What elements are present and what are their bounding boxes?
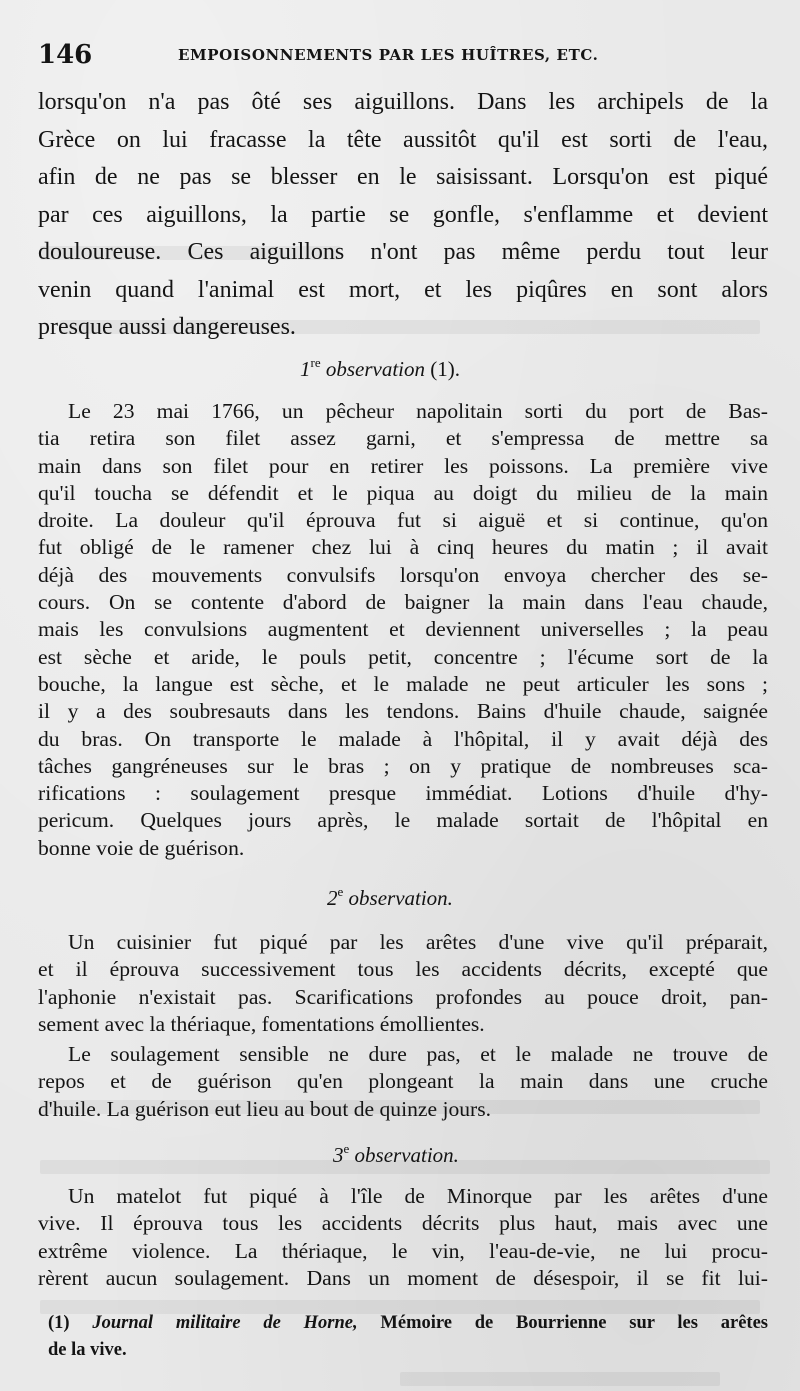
text-line: fut obligé de le ramener chez lui à cinq heures du matin ; il avait bbox=[38, 535, 768, 560]
text-line: extrême violence. La thériaque, le vin, l'eau-de-vie, ne lui procu- bbox=[38, 1238, 768, 1263]
text-line: d'huile. La guérison eut lieu au bout de quinze jours. bbox=[38, 1096, 492, 1121]
text-line: afin de ne pas se blesser en le saisissant. Lorsqu'on est piqué bbox=[38, 164, 768, 190]
observation-1-heading bbox=[300, 355, 460, 382]
text-line: vive. Il éprouva tous les accidents décrits plus haut, mais avec une bbox=[38, 1211, 768, 1236]
text-line: venin quand l'animal est mort, et les piqûres en sont alors bbox=[38, 276, 768, 303]
observation-2-paragraph-a bbox=[38, 929, 768, 1038]
heading-superscript: e bbox=[343, 1141, 350, 1156]
heading-number: 3 bbox=[333, 1143, 344, 1167]
text-line: mais les convulsions augmentent et deviennent universelles ; la peau bbox=[38, 617, 768, 642]
text-line: douloureuse. Ces aiguillons n'ont pas même perdu tout leur bbox=[38, 239, 768, 265]
heading-number: 1 bbox=[300, 357, 311, 381]
intro-paragraph bbox=[38, 84, 768, 347]
observation-2-heading bbox=[327, 884, 453, 911]
text-line: est sèche et aride, le pouls petit, concentre ; l'écume sort de la bbox=[38, 644, 768, 669]
footnote bbox=[48, 1310, 768, 1364]
observation-2-paragraph-b bbox=[38, 1041, 768, 1123]
heading-word: observation bbox=[325, 357, 426, 381]
footnote-journal: Journal militaire de Horne, bbox=[92, 1313, 358, 1333]
text-line: pericum. Quelques jours après, le malade sortait de l'hôpital en bbox=[38, 808, 768, 833]
text-line: qu'il toucha se défendit et le piqua au doigt du milieu de la main bbox=[38, 480, 768, 505]
text-line: Un cuisinier fut piqué par les arêtes d'une vive qu'il préparait, bbox=[68, 930, 768, 954]
heading-superscript: e bbox=[337, 884, 344, 899]
heading-note: (1). bbox=[430, 357, 461, 381]
text-line: lorsqu'on n'a pas ôté ses aiguillons. Dans les archipels de la bbox=[38, 89, 768, 115]
text-line: et il éprouva successivement tous les accidents décrits, excepté que bbox=[38, 957, 768, 982]
text-line: du bras. On transporte le malade à l'hôpital, il y avait déjà des bbox=[38, 726, 768, 751]
observation-3-paragraph bbox=[38, 1183, 768, 1292]
text-line: main dans son filet pour en retirer les poissons. La première vive bbox=[38, 453, 768, 478]
observation-1-paragraph bbox=[38, 398, 768, 862]
footnote-text: Mémoire de Bourrienne sur les arêtes bbox=[380, 1313, 769, 1333]
text-line: bonne voie de guérison. bbox=[38, 835, 245, 860]
page-number: 146 bbox=[38, 40, 93, 70]
heading-word: observation. bbox=[354, 1143, 459, 1167]
text-line: rèrent aucun soulagement. Dans un moment de désespoir, il se fit lui- bbox=[38, 1265, 768, 1290]
text-line: Grèce on lui fracasse la tête aussitôt qu'il est sorti de l'eau, bbox=[38, 126, 768, 153]
text-line: cours. On se contente d'abord de baigner la main dans l'eau chaude, bbox=[38, 590, 768, 615]
heading-superscript: re bbox=[310, 355, 321, 370]
text-line: repos et de guérison qu'en plongeant la main dans une cruche bbox=[38, 1069, 768, 1094]
text-line: rifications : soulagement presque immédiat. Lotions d'huile d'hy- bbox=[38, 781, 768, 806]
text-line: Le 23 mai 1766, un pêcheur napolitain sorti du port de Bas- bbox=[68, 399, 768, 423]
heading-word: observation. bbox=[348, 886, 453, 910]
text-line: l'aphonie n'existait pas. Scarifications profondes au pouce droit, pan- bbox=[38, 984, 768, 1009]
text-line: déjà des mouvements convulsifs lorsqu'on envoya chercher des se- bbox=[38, 562, 768, 587]
text-line: bouche, la langue est sèche, et le malade ne peut articuler les sons ; bbox=[38, 671, 768, 696]
running-head: EMPOISONNEMENTS PAR LES HUÎTRES, ETC. bbox=[178, 46, 599, 64]
footnote-line: de la vive. bbox=[48, 1340, 127, 1360]
text-line: Un matelot fut piqué à l'île de Minorque par les arêtes d'une bbox=[68, 1184, 768, 1208]
observation-3-heading bbox=[333, 1141, 459, 1168]
text-line: Le soulagement sensible ne dure pas, et le malade ne trouve de bbox=[68, 1042, 768, 1066]
heading-number: 2 bbox=[327, 886, 338, 910]
footnote-line bbox=[48, 1310, 768, 1337]
text-line: tia retira son filet assez garni, et s'empressa de mettre sa bbox=[38, 426, 768, 451]
text-line: droite. La douleur qu'il éprouva fut si aiguë et si continue, qu'on bbox=[38, 508, 768, 533]
text-line: tâches gangréneuses sur le bras ; on y pratique de nombreuses sca- bbox=[38, 753, 768, 778]
text-line: il y a des soubresauts dans les tendons. Bains d'huile chaude, saignée bbox=[38, 699, 768, 724]
footnote-marker: (1) bbox=[48, 1313, 70, 1333]
page-header bbox=[38, 40, 762, 80]
text-line: par ces aiguillons, la partie se gonfle, s'enflamme et devient bbox=[38, 201, 768, 228]
text-line: sement avec la thériaque, fomentations émollientes. bbox=[38, 1011, 485, 1036]
text-line: presque aussi dangereuses. bbox=[38, 314, 296, 340]
